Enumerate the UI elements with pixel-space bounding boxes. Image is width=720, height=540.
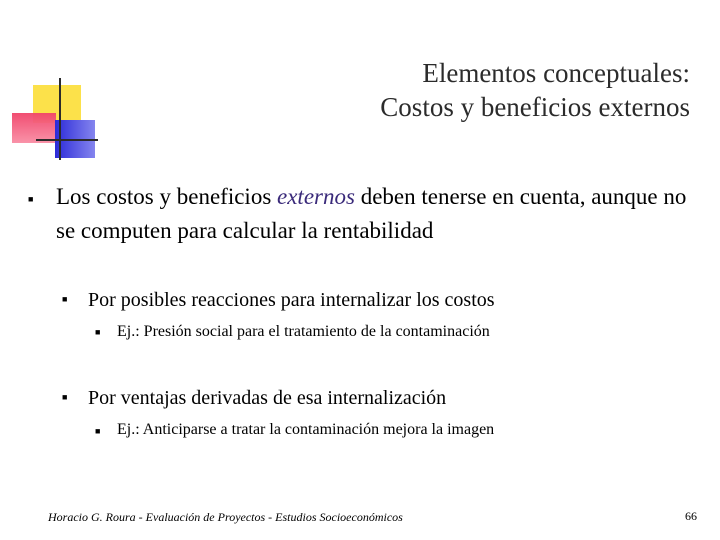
main-bullet-text-before: Los costos y beneficios (56, 184, 278, 209)
sub-bullet-1-example: Ej.: Presión social para el tratamiento de la contaminación (117, 323, 490, 340)
main-bullet-emphasis: externos (277, 184, 355, 209)
bullet-square-icon (95, 328, 100, 337)
main-bullet-text-after: deben tenerse en cuenta, aunque no se computen para calcular la rentabilidad (56, 184, 687, 243)
decorative-logo (0, 0, 110, 170)
bullet-square-icon (95, 427, 100, 436)
bullet-square-icon (62, 393, 67, 402)
bullet-square-icon (62, 295, 67, 304)
logo-vertical-line (59, 78, 61, 160)
logo-horizontal-line (36, 139, 98, 141)
bullet-square-icon (28, 195, 33, 204)
slide-title-line-1: Elementos conceptuales: (422, 58, 690, 88)
footer-page-number: 66 (685, 509, 697, 523)
sub-bullet-2: Por ventajas derivadas de esa internalización (88, 387, 447, 409)
slide-title (210, 56, 690, 124)
slide-title-line-2: Costos y beneficios externos (380, 92, 690, 122)
sub-bullet-1: Por posibles reacciones para internalizar los costos (88, 289, 495, 311)
main-bullet-text (56, 180, 706, 248)
sub-bullet-2-example: Ej.: Anticiparse a tratar la contaminación mejora la imagen (117, 421, 495, 438)
footer-author: Horacio G. Roura - Evaluación de Proyectos - Estudios Socioeconómicos (48, 510, 403, 524)
